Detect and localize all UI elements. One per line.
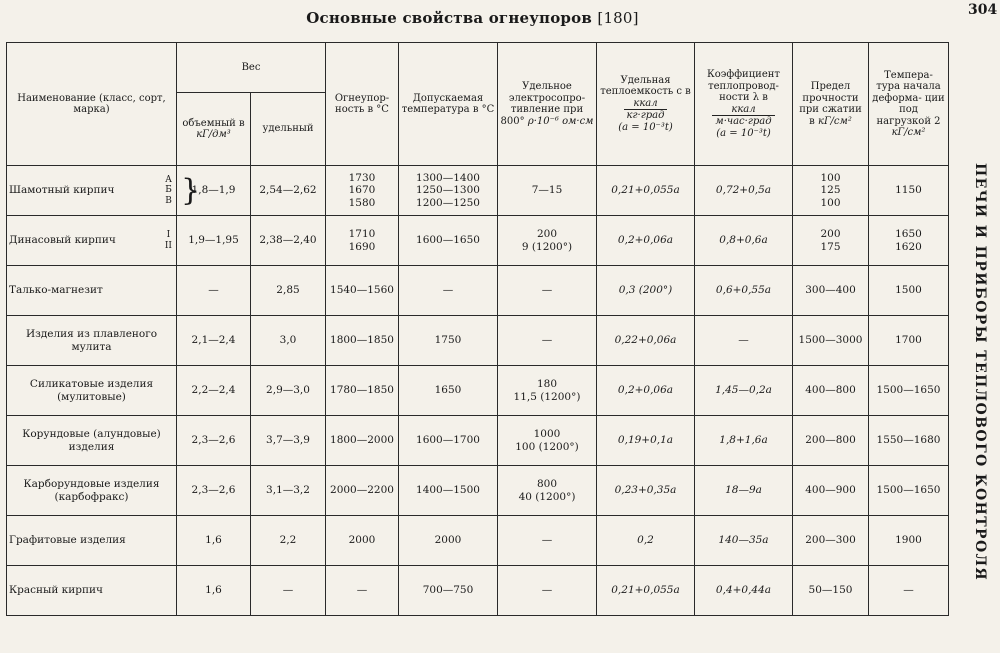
cell-volumetric-value: 2,1—2,4: [191, 334, 236, 347]
header-strength-unit: кГ/см²: [817, 115, 852, 127]
cell-refractoriness-value: 1670: [348, 184, 376, 197]
header-refractoriness-unit: °С: [376, 104, 389, 115]
cell-name-wrap: [9, 478, 174, 502]
cell-refractoriness-values: [328, 228, 396, 253]
cell-deformation-values: [871, 484, 946, 497]
cell-refractoriness: [326, 516, 399, 566]
cell-deformation: [869, 216, 949, 266]
cell-allowable: [399, 166, 498, 216]
cell-strength-value: 400—900: [805, 484, 856, 497]
cell-deformation-values: [871, 334, 946, 347]
cell-volumetric: [177, 466, 251, 516]
cell-refractoriness-value: 1710: [348, 227, 376, 240]
table-row: [7, 316, 949, 366]
cell-volumetric-value: 2,3—2,6: [191, 434, 236, 447]
table-header: [7, 43, 949, 166]
cell-refractoriness-values: [328, 484, 396, 497]
side-margin: [968, 0, 996, 653]
cell-deformation-value: 1700: [895, 334, 922, 347]
cell-allowable: [399, 216, 498, 266]
cell-allowable-values: [401, 584, 495, 597]
cell-allowable-value: 1600—1700: [416, 434, 480, 447]
cell-allowable-value: 1250—1300: [416, 184, 480, 197]
cell-refractoriness-value: 2000—2200: [330, 484, 394, 497]
cell-name: [7, 566, 177, 616]
material-name: Изделия из плавленого мулита: [25, 328, 158, 353]
cell-volumetric-value: 1,8—1,9: [191, 184, 236, 197]
cell-strength-values: [795, 534, 866, 547]
cell-specific: 2,85: [251, 266, 326, 316]
cell-volumetric-value: 1,6: [205, 534, 222, 547]
header-volumetric: [177, 93, 251, 166]
cell-heat-capacity: 0,2+0,06a: [597, 366, 695, 416]
cell-strength-value: 125: [820, 184, 841, 197]
cell-refractoriness-value: 1690: [348, 240, 376, 253]
cell-name-wrap: [9, 428, 174, 452]
cell-resistivity-values: [500, 228, 594, 253]
cell-strength: [793, 416, 869, 466]
cell-strength-value: 100: [820, 196, 841, 209]
cell-volumetric-value: —: [208, 284, 219, 297]
header-specific-text: удельный: [262, 123, 314, 135]
header-refractoriness-label: Огнеупор- ность в: [334, 92, 390, 115]
cell-conductivity: 18—9a: [695, 466, 793, 516]
cell-name: [7, 266, 177, 316]
cell-conductivity: 0,4+0,44a: [695, 566, 793, 616]
cell-heat-capacity: 0,23+0,35a: [597, 466, 695, 516]
table-row: [7, 366, 949, 416]
grade-brace: }: [181, 172, 201, 208]
cell-volumetric-value: 1,6: [205, 584, 222, 597]
cell-deformation: [869, 466, 949, 516]
cell-strength-value: 300—400: [805, 284, 856, 297]
table-row: [7, 516, 949, 566]
cell-deformation-value: 1500: [895, 284, 922, 297]
cell-name: [7, 516, 177, 566]
header-allowable-unit: °С: [481, 104, 495, 115]
cell-resistivity: [498, 366, 597, 416]
material-name: Корундовые (алундовые) изделия: [22, 428, 161, 453]
header-name-text: Наименование (класс, сорт, марка): [17, 92, 166, 115]
header-conductivity: [695, 43, 793, 166]
title-text: Основные свойства огнеупоров: [306, 9, 592, 27]
cell-name-wrap: [9, 328, 174, 352]
cell-specific: 2,9—3,0: [251, 366, 326, 416]
cell-allowable-values: [401, 284, 495, 297]
cell-strength-value: 50—150: [808, 584, 853, 597]
cell-strength-value: 200: [820, 227, 841, 240]
cell-resistivity-values: [500, 478, 594, 503]
cell-strength-values: [795, 228, 866, 253]
cell-refractoriness-value: 1540—1560: [330, 284, 394, 297]
cell-volumetric: [177, 366, 251, 416]
cell-allowable-values: [401, 534, 495, 547]
grade-label: II: [164, 240, 172, 251]
cell-deformation-values: [871, 384, 946, 397]
cell-refractoriness-value: 1800—2000: [330, 434, 394, 447]
material-name: Карборундовые изделия (карбофракс): [23, 478, 160, 503]
cell-resistivity: [498, 316, 597, 366]
table-row: [7, 466, 949, 516]
cell-strength: [793, 266, 869, 316]
cell-deformation-value: 1500—1650: [876, 384, 941, 397]
header-volumetric-label: объемный в: [182, 117, 245, 129]
cell-heat-capacity: 0,3 (200°): [597, 266, 695, 316]
header-strength-label: Предел прочности при сжатии в: [799, 81, 862, 127]
table-row: [7, 566, 949, 616]
cell-deformation-values: [871, 584, 946, 597]
header-conductivity-formula: (a = 10⁻³t): [716, 127, 771, 139]
cell-resistivity-value: —: [541, 584, 553, 597]
cell-allowable-value: 2000: [434, 534, 462, 547]
cell-volumetric: [177, 216, 251, 266]
header-conductivity-den: м·час·град: [715, 116, 772, 127]
cell-specific: —: [251, 566, 326, 616]
cell-strength: [793, 566, 869, 616]
cell-allowable: [399, 466, 498, 516]
cell-resistivity: [498, 166, 597, 216]
cell-conductivity: —: [695, 316, 793, 366]
cell-resistivity: [498, 566, 597, 616]
cell-refractoriness: [326, 316, 399, 366]
cell-resistivity-values: [500, 378, 594, 403]
cell-strength: [793, 466, 869, 516]
cell-conductivity: 0,6+0,55a: [695, 266, 793, 316]
cell-resistivity-value: 40 (1200°): [518, 490, 576, 503]
cell-refractoriness-value: 2000: [348, 534, 376, 547]
cell-strength-values: [795, 384, 866, 397]
table-body: [7, 166, 949, 616]
cell-volumetric-value: 1,9—1,95: [188, 234, 239, 247]
header-refractoriness: [326, 43, 399, 166]
cell-resistivity: [498, 516, 597, 566]
table-row: [7, 416, 949, 466]
cell-allowable-value: —: [442, 284, 454, 297]
cell-deformation-value: 1620: [895, 240, 922, 253]
material-name: Динасовый кирпич: [9, 234, 116, 247]
cell-name-wrap: [9, 534, 174, 546]
header-allowable-temp: [399, 43, 498, 166]
cell-allowable: [399, 416, 498, 466]
cell-strength: [793, 516, 869, 566]
material-name: Красный кирпич: [9, 584, 103, 597]
header-heat-capacity-label: Удельная теплоемкость c в: [600, 74, 691, 98]
cell-strength-value: 100: [820, 171, 841, 184]
cell-specific: 3,0: [251, 316, 326, 366]
cell-refractoriness-values: [328, 584, 396, 597]
cell-name-wrap: [9, 584, 174, 596]
cell-refractoriness: [326, 166, 399, 216]
cell-allowable-value: 700—750: [422, 584, 474, 597]
cell-strength: [793, 366, 869, 416]
cell-refractoriness-value: 1780—1850: [330, 384, 394, 397]
cell-deformation: [869, 266, 949, 316]
cell-conductivity: 1,8+1,6a: [695, 416, 793, 466]
cell-name: [7, 216, 177, 266]
cell-refractoriness: [326, 416, 399, 466]
cell-deformation: [869, 316, 949, 366]
cell-refractoriness-value: —: [356, 584, 368, 597]
cell-resistivity-value: 7—15: [531, 184, 563, 197]
header-resistivity: [498, 43, 597, 166]
header-strength: [793, 43, 869, 166]
header-heat-capacity-formula: (a = 10⁻³t): [618, 121, 673, 133]
cell-allowable-value: 1750: [434, 334, 462, 347]
cell-heat-capacity: 0,2+0,06a: [597, 216, 695, 266]
header-resistivity-symbol: ρ·10⁻⁶: [527, 115, 559, 127]
cell-conductivity: 0,8+0,6a: [695, 216, 793, 266]
cell-resistivity-values: [500, 284, 594, 297]
cell-volumetric: [177, 566, 251, 616]
cell-allowable-value: 1400—1500: [416, 484, 480, 497]
cell-strength: [793, 216, 869, 266]
cell-heat-capacity: 0,21+0,055a: [597, 566, 695, 616]
cell-name-wrap: [9, 378, 174, 402]
table-row: [7, 266, 949, 316]
running-title: ПЕЧИ И ПРИБОРЫ ТЕПЛОВОГО КОНТРОЛЯ: [972, 163, 988, 582]
cell-deformation-values: [871, 228, 946, 253]
cell-allowable: [399, 266, 498, 316]
cell-strength-value: 1500—3000: [798, 334, 863, 347]
cell-resistivity: [498, 266, 597, 316]
table-row: [7, 166, 949, 216]
cell-strength-values: [795, 434, 866, 447]
cell-resistivity-value: 200: [536, 227, 558, 240]
cell-refractoriness-value: 1580: [348, 196, 376, 209]
grade-label: В: [165, 195, 172, 206]
title-reference: [180]: [597, 9, 639, 27]
header-name: [7, 43, 177, 166]
cell-strength-value: 400—800: [805, 384, 856, 397]
cell-volumetric-value: 2,3—2,6: [191, 484, 236, 497]
cell-volumetric: [177, 416, 251, 466]
cell-resistivity-values: [500, 428, 594, 453]
cell-deformation: [869, 566, 949, 616]
cell-refractoriness-values: [328, 534, 396, 547]
cell-heat-capacity: 0,22+0,06a: [597, 316, 695, 366]
cell-strength-values: [795, 172, 866, 210]
cell-resistivity-values: [500, 184, 594, 197]
cell-allowable-value: 1200—1250: [416, 196, 480, 209]
header-conductivity-label: Коэффициент теплопровод- ности λ в: [707, 69, 780, 103]
page-title: [0, 9, 945, 27]
cell-refractoriness-values: [328, 284, 396, 297]
cell-volumetric: [177, 266, 251, 316]
cell-resistivity-values: [500, 334, 594, 347]
cell-heat-capacity: 0,19+0,1a: [597, 416, 695, 466]
cell-resistivity: [498, 216, 597, 266]
cell-resistivity: [498, 416, 597, 466]
cell-allowable-values: [401, 234, 495, 247]
cell-refractoriness: [326, 366, 399, 416]
cell-refractoriness-value: 1730: [348, 171, 376, 184]
cell-name: [7, 416, 177, 466]
cell-allowable-values: [401, 434, 495, 447]
cell-strength-value: 200—800: [805, 434, 856, 447]
material-name: Талько-магнезит: [9, 284, 103, 297]
cell-refractoriness-values: [328, 172, 396, 210]
cell-specific: 2,2: [251, 516, 326, 566]
cell-strength-value: 200—300: [805, 534, 856, 547]
cell-refractoriness: [326, 266, 399, 316]
cell-deformation-value: 1150: [895, 184, 922, 197]
cell-conductivity: 1,45—0,2a: [695, 366, 793, 416]
cell-volumetric: [177, 516, 251, 566]
cell-allowable-value: 1650: [434, 384, 462, 397]
cell-name-wrap: [9, 175, 174, 206]
cell-resistivity-values: [500, 584, 594, 597]
header-deformation-label: Темпера- тура начала деформа- ции под нагрузкой 2: [872, 69, 945, 127]
cell-specific: 3,7—3,9: [251, 416, 326, 466]
cell-strength: [793, 166, 869, 216]
cell-specific: 2,38—2,40: [251, 216, 326, 266]
cell-resistivity-values: [500, 534, 594, 547]
cell-refractoriness: [326, 566, 399, 616]
cell-heat-capacity: 0,2: [597, 516, 695, 566]
material-name: Графитовые изделия: [9, 534, 126, 547]
cell-resistivity-value: 11,5 (1200°): [513, 390, 581, 403]
cell-name: [7, 166, 177, 216]
header-resistivity-unit: ом·см: [562, 115, 594, 127]
cell-deformation: [869, 516, 949, 566]
cell-deformation: [869, 366, 949, 416]
cell-strength-value: 175: [820, 240, 841, 253]
cell-refractoriness: [326, 216, 399, 266]
cell-strength-values: [795, 334, 866, 347]
cell-refractoriness-value: 1800—1850: [330, 334, 394, 347]
cell-deformation-value: 1900: [895, 534, 922, 547]
material-grades: [165, 175, 174, 206]
cell-specific: 2,54—2,62: [251, 166, 326, 216]
cell-allowable-value: 1600—1650: [416, 234, 480, 247]
cell-allowable-value: 1300—1400: [416, 171, 480, 184]
header-deformation: [869, 43, 949, 166]
cell-volumetric-value: 2,2—2,4: [191, 384, 236, 397]
header-heat-capacity: [597, 43, 695, 166]
cell-strength-values: [795, 584, 866, 597]
cell-resistivity: [498, 466, 597, 516]
header-volumetric-unit: кГ/дм³: [196, 129, 231, 140]
cell-allowable-values: [401, 334, 495, 347]
header-weight-text: Вес: [241, 61, 261, 73]
cell-resistivity-value: —: [541, 284, 553, 297]
cell-deformation-values: [871, 284, 946, 297]
cell-deformation-values: [871, 534, 946, 547]
cell-deformation-value: —: [903, 584, 914, 597]
cell-volumetric: [177, 316, 251, 366]
material-name: Шамотный кирпич: [9, 184, 115, 197]
cell-name: [7, 466, 177, 516]
cell-deformation-values: [871, 184, 946, 197]
properties-table: [6, 42, 949, 616]
header-heat-capacity-den: кг·град: [626, 110, 665, 122]
cell-resistivity-value: —: [541, 534, 553, 547]
cell-name-wrap: [9, 230, 174, 251]
table-row: [7, 216, 949, 266]
cell-deformation-value: 1500—1650: [876, 484, 941, 497]
cell-refractoriness-values: [328, 334, 396, 347]
cell-name: [7, 366, 177, 416]
cell-heat-capacity: 0,21+0,055a: [597, 166, 695, 216]
cell-deformation-values: [871, 434, 946, 447]
cell-allowable: [399, 516, 498, 566]
cell-conductivity: 140—35a: [695, 516, 793, 566]
cell-specific: 3,1—3,2: [251, 466, 326, 516]
cell-strength-values: [795, 484, 866, 497]
cell-resistivity-value: —: [541, 334, 553, 347]
cell-resistivity-value: 800: [536, 477, 558, 490]
cell-deformation-value: 1650: [895, 227, 922, 240]
page-number: 304: [968, 2, 998, 18]
cell-deformation-value: 1550—1680: [876, 434, 941, 447]
cell-refractoriness: [326, 466, 399, 516]
grade-label: А: [165, 174, 172, 185]
grade-label: I: [166, 230, 171, 241]
cell-allowable: [399, 316, 498, 366]
header-conductivity-num: ккал: [712, 104, 774, 117]
cell-resistivity-value: 1000: [533, 427, 561, 440]
header-conductivity-fraction: [712, 104, 774, 128]
header-deformation-unit: кГ/см²: [891, 127, 926, 138]
header-weight: [177, 43, 326, 93]
cell-allowable-values: [401, 384, 495, 397]
cell-resistivity-value: 100 (1200°): [515, 440, 579, 453]
header-heat-capacity-num: ккал: [624, 98, 668, 111]
cell-volumetric: [177, 166, 251, 216]
cell-conductivity: 0,72+0,5a: [695, 166, 793, 216]
grade-label: Б: [165, 185, 172, 196]
header-specific: [251, 93, 326, 166]
cell-allowable-values: [401, 484, 495, 497]
cell-refractoriness-values: [328, 434, 396, 447]
cell-resistivity-value: 180: [536, 377, 558, 390]
header-heat-capacity-fraction: [624, 98, 668, 122]
cell-allowable: [399, 566, 498, 616]
cell-refractoriness-values: [328, 384, 396, 397]
cell-strength-values: [795, 284, 866, 297]
cell-resistivity-value: 9 (1200°): [521, 240, 573, 253]
header-allowable-label: Допускаемая температура в: [401, 92, 484, 115]
cell-deformation: [869, 166, 949, 216]
cell-name-wrap: [9, 284, 174, 296]
cell-deformation: [869, 416, 949, 466]
header-resistivity-label: Удельное электросопро- тивление при 800°: [500, 81, 586, 127]
cell-strength: [793, 316, 869, 366]
material-name: Силикатовые изделия (мулитовые): [29, 378, 154, 403]
cell-allowable: [399, 366, 498, 416]
cell-name: [7, 316, 177, 366]
material-grades: [165, 230, 174, 251]
cell-allowable-values: [401, 172, 495, 210]
